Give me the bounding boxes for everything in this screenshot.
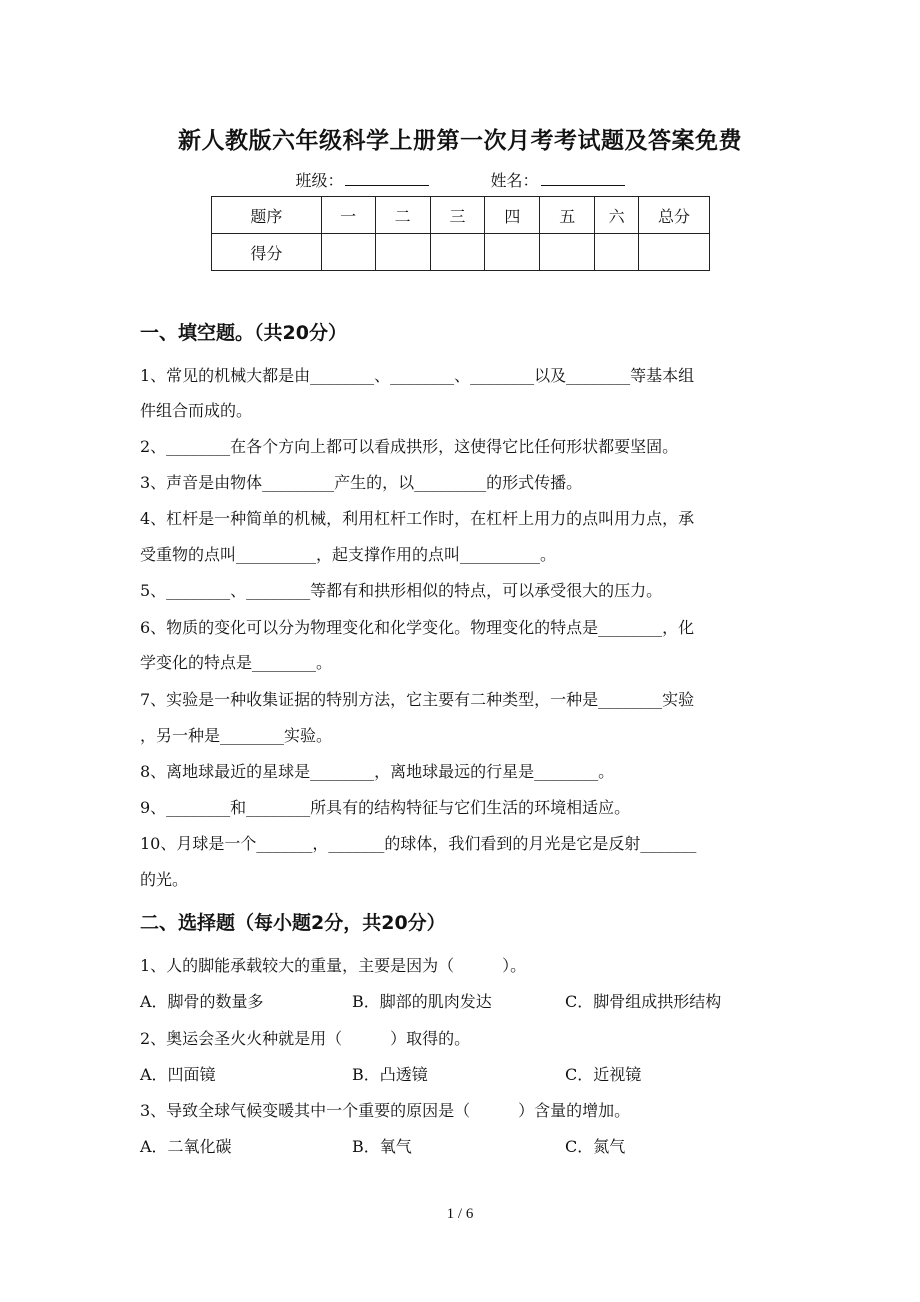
class-field [295, 168, 429, 191]
mc-question: 1、人的脚能承载较大的重量，主要是因为（ ）。 [140, 956, 527, 975]
score-header-cell: 题序 [212, 197, 322, 234]
question-line: 2、________在各个方向上都可以看成拱形，这使得它比任何形状都要坚固。 [140, 437, 679, 456]
score-cell[interactable] [375, 234, 430, 271]
mc-question: 3、导致全球气候变暖其中一个重要的原因是（ ）含量的增加。 [140, 1101, 631, 1120]
question-line: 6、物质的变化可以分为物理变化和化学变化。物理变化的特点是________，化 [140, 618, 695, 637]
score-header-cell: 一 [321, 197, 375, 234]
score-table-header-row [212, 197, 710, 234]
question-line: 件组合而成的。 [140, 401, 253, 420]
question-line: 10、月球是一个_______，_______的球体，我们看到的月光是它是反射_______ [140, 834, 697, 853]
mc-option-a[interactable]: A．二氧化碳 [140, 1137, 232, 1156]
score-cell[interactable] [595, 234, 639, 271]
page-title: 新人教版六年级科学上册第一次月考考试题及答案免费 [178, 128, 742, 154]
mc-option-c[interactable]: C．近视镜 [565, 1065, 642, 1084]
score-header-cell: 五 [540, 197, 595, 234]
name-field [491, 168, 625, 191]
mc-option-c[interactable]: C．脚骨组成拱形结构 [565, 992, 722, 1011]
section1-heading: 一、填空题。（共20分） [140, 322, 347, 344]
mc-option-b[interactable]: B．氧气 [352, 1137, 412, 1156]
question-line: 1、常见的机械大都是由________、________、________以及________等基本组 [140, 366, 695, 385]
question-line: 3、声音是由物体_________产生的，以_________的形式传播。 [140, 473, 583, 492]
mc-option-a[interactable]: A．脚骨的数量多 [140, 992, 264, 1011]
question-line: 8、离地球最近的星球是________，离地球最远的行星是________。 [140, 762, 615, 781]
mc-option-b[interactable]: B．凸透镜 [352, 1065, 428, 1084]
question-line: 9、________和________所具有的结构特征与它们生活的环境相适应。 [140, 798, 631, 817]
score-table-score-row [212, 234, 710, 271]
name-label: 姓名： [490, 171, 539, 190]
score-cell[interactable] [639, 234, 710, 271]
score-header-cell: 总分 [639, 197, 710, 234]
page-number: 1 / 6 [446, 1206, 474, 1222]
mc-question: 2、奥运会圣火火种就是用（ ）取得的。 [140, 1029, 471, 1048]
score-cell[interactable] [485, 234, 540, 271]
score-header-cell: 二 [375, 197, 430, 234]
score-header-cell: 三 [430, 197, 485, 234]
score-cell[interactable] [430, 234, 485, 271]
score-cell[interactable] [540, 234, 595, 271]
question-line: 的光。 [140, 870, 189, 889]
score-row-label: 得分 [212, 234, 322, 271]
mc-option-b[interactable]: B．脚部的肌肉发达 [352, 992, 492, 1011]
score-header-cell: 四 [485, 197, 540, 234]
name-blank[interactable] [541, 171, 625, 186]
question-line: 受重物的点叫__________，起支撑作用的点叫__________。 [140, 545, 557, 564]
class-label: 班级： [295, 171, 344, 190]
student-info-row [0, 168, 920, 191]
mc-option-a[interactable]: A．凹面镜 [140, 1065, 216, 1084]
question-line: 4、杠杆是一种简单的机械，利用杠杆工作时，在杠杆上用力的点叫用力点，承 [140, 509, 695, 528]
section2-heading: 二、选择题（每小题2分，共20分） [140, 912, 446, 934]
score-cell[interactable] [321, 234, 375, 271]
question-line: 学变化的特点是________。 [140, 653, 333, 672]
mc-option-c[interactable]: C．氮气 [565, 1137, 626, 1156]
class-blank[interactable] [345, 171, 429, 186]
score-header-cell: 六 [595, 197, 639, 234]
question-line: 5、________、________等都有和拱形相似的特点，可以承受很大的压力。 [140, 581, 663, 600]
question-line: 7、实验是一种收集证据的特别方法，它主要有二种类型，一种是________实验 [140, 690, 695, 709]
score-table [211, 196, 710, 271]
question-line: ，另一种是________实验。 [140, 726, 333, 745]
